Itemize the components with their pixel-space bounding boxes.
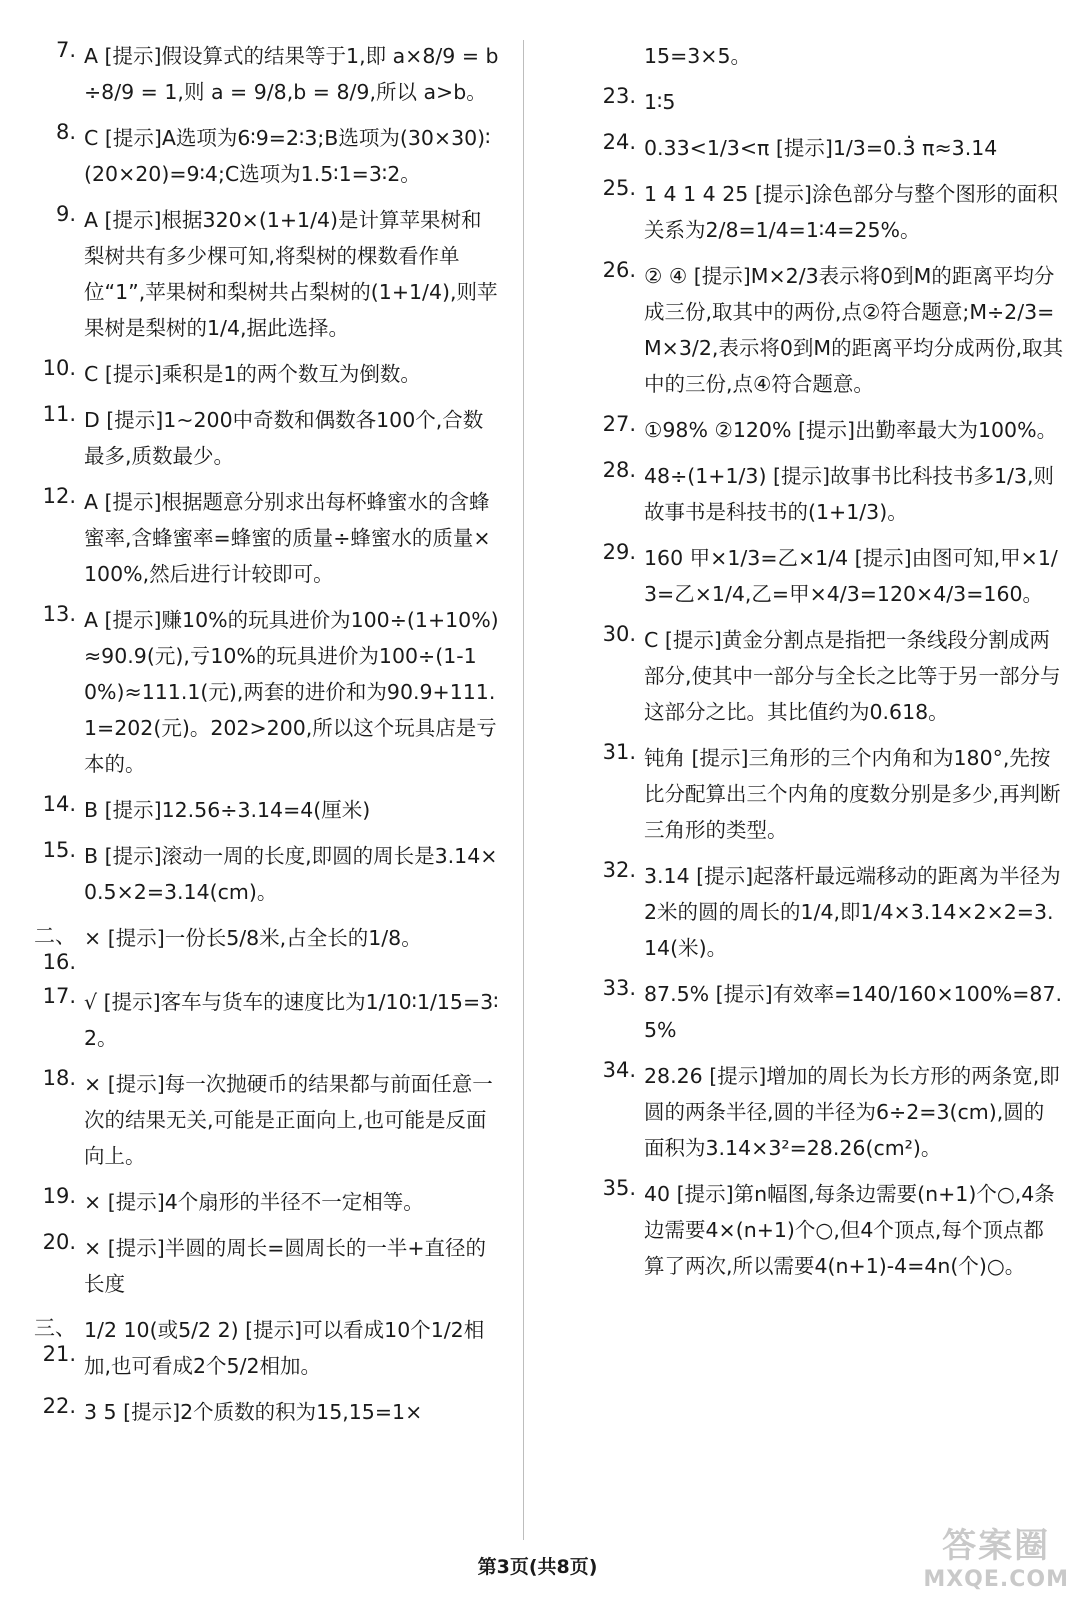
item-text: ①98% ②120% [提示]出勤率最大为100%。 xyxy=(644,418,1058,442)
item-text: A [提示]赚10%的玩具进价为100÷(1+10%)≈90.9(元),亏10%的玩具进价为100÷(1-10%)≈111.1(元),两套的进价和为90.9+111.1=202(元)。202>200,所以这个玩具店是亏本的。 xyxy=(84,608,499,776)
item-text: C [提示]乘积是1的两个数互为倒数。 xyxy=(84,362,421,386)
answer-item xyxy=(14,356,499,392)
answer-item xyxy=(574,976,1064,1048)
item-text: A [提示]根据320×(1+1/4)是计算苹果树和梨树共有多少棵可知,将梨树的棵数看作单位“1”,苹果树和梨树共占梨树的(1+1/4),则苹果树是梨树的1/4,据此选择。 xyxy=(84,208,498,340)
answer-item xyxy=(574,130,1064,166)
answer-item xyxy=(574,858,1064,966)
item-number: 23. xyxy=(602,84,636,108)
item-number: 15. xyxy=(42,838,76,862)
item-number xyxy=(574,38,644,74)
item-number: 28. xyxy=(602,458,636,482)
item-number: 14. xyxy=(42,792,76,816)
item-text: 87.5% [提示]有效率=140/160×100%=87.5% xyxy=(644,982,1063,1042)
right-column xyxy=(574,38,1064,1294)
watermark xyxy=(923,1518,1069,1592)
item-text: √ [提示]客车与货车的速度比为1/10∶1/15=3∶2。 xyxy=(84,990,499,1050)
item-number: 35. xyxy=(602,1176,636,1200)
item-number: 19. xyxy=(42,1184,76,1208)
item-number: 22. xyxy=(42,1394,76,1418)
left-column xyxy=(14,38,499,1440)
answer-item xyxy=(574,84,1064,120)
item-text: D [提示]1~200中奇数和偶数各100个,合数最多,质数最少。 xyxy=(84,408,484,468)
answer-item xyxy=(574,458,1064,530)
answer-item xyxy=(14,1230,499,1302)
item-text: 1/2 10(或5/2 2) [提示]可以看成10个1/2相加,也可看成2个5/2相加。 xyxy=(84,1318,485,1378)
item-number: 三、21. xyxy=(34,1316,76,1366)
item-text: B [提示]12.56÷3.14=4(厘米) xyxy=(84,798,371,822)
item-number: 二、16. xyxy=(34,924,76,974)
item-text: 28.26 [提示]增加的周长为长方形的两条宽,即圆的两条半径,圆的半径为6÷2=3(cm),圆的面积为3.14×3²=28.26(cm²)。 xyxy=(644,1064,1060,1160)
item-text: 15=3×5。 xyxy=(644,44,752,68)
item-text: ② ④ [提示]M×2/3表示将0到M的距离平均分成三份,取其中的两份,点②符合题意;M÷2/3=M×3/2,表示将0到M的距离平均分成两份,取其中的三份,点④符合题意。 xyxy=(644,264,1064,396)
answer-item xyxy=(14,1066,499,1174)
answer-item xyxy=(14,120,499,192)
item-number: 12. xyxy=(42,484,76,508)
answer-item xyxy=(574,412,1064,448)
watermark-site: MXQE.COM xyxy=(923,1567,1069,1592)
item-number: 25. xyxy=(602,176,636,200)
item-number: 20. xyxy=(42,1230,76,1254)
answer-item xyxy=(14,402,499,474)
item-number: 13. xyxy=(42,602,76,626)
answer-item xyxy=(14,1184,499,1220)
item-number: 7. xyxy=(55,38,76,62)
answer-item xyxy=(574,1176,1064,1284)
item-number: 9. xyxy=(55,202,76,226)
item-text: 1 4 1 4 25 [提示]涂色部分与整个图形的面积关系为2/8=1/4=1∶4=25%。 xyxy=(644,182,1058,242)
answer-item xyxy=(574,38,1064,74)
item-text: C [提示]黄金分割点是指把一条线段分割成两部分,使其中一部分与全长之比等于另一部分与这部分之比。其比值约为0.618。 xyxy=(644,628,1061,724)
item-text: 3.14 [提示]起落杆最远端移动的距离为半径为2米的圆的周长的1/4,即1/4×3.14×2×2=3.14(米)。 xyxy=(644,864,1061,960)
item-number: 33. xyxy=(602,976,636,1000)
item-number: 27. xyxy=(602,412,636,436)
answer-item xyxy=(574,622,1064,730)
answer-item xyxy=(14,484,499,592)
answer-item xyxy=(574,176,1064,248)
item-number: 29. xyxy=(602,540,636,564)
answer-item xyxy=(574,540,1064,612)
page-number: 第3页(共8页) xyxy=(477,1556,598,1578)
answer-item xyxy=(574,1058,1064,1166)
item-text: A [提示]根据题意分别求出每杯蜂蜜水的含蜂蜜率,含蜂蜜率=蜂蜜的质量÷蜂蜜水的质量×100%,然后进行计较即可。 xyxy=(84,490,491,586)
answer-item xyxy=(14,984,499,1056)
item-text: A [提示]假设算式的结果等于1,即 a×8/9 = b÷8/9 = 1,则 a = 9/8,b = 8/9,所以 a>b。 xyxy=(84,44,499,104)
answer-item xyxy=(14,202,499,346)
item-number: 31. xyxy=(602,740,636,764)
answer-item xyxy=(574,258,1064,402)
answer-item xyxy=(14,838,499,910)
answer-item xyxy=(14,792,499,828)
item-text: B [提示]滚动一周的长度,即圆的周长是3.14×0.5×2=3.14(cm)。 xyxy=(84,844,498,904)
item-text: C [提示]A选项为6∶9=2∶3;B选项为(30×30)∶(20×20)=9∶4;C选项为1.5∶1=3∶2。 xyxy=(84,126,491,186)
item-text: × [提示]半圆的周长=圆周长的一半+直径的长度 xyxy=(84,1236,487,1296)
column-divider xyxy=(523,40,524,1540)
item-text: 3 5 [提示]2个质数的积为15,15=1× xyxy=(84,1400,423,1424)
item-number: 32. xyxy=(602,858,636,882)
item-number: 10. xyxy=(42,356,76,380)
item-text: 0.33<1/3<π [提示]1/3=0.3̇ π≈3.14 xyxy=(644,136,998,160)
watermark-title: 答案圈 xyxy=(942,1526,1051,1566)
item-number: 26. xyxy=(602,258,636,282)
item-text: 40 [提示]第n幅图,每条边需要(n+1)个○,4条边需要4×(n+1)个○,但4个顶点,每个顶点都算了两次,所以需要4(n+1)-4=4n(个)○。 xyxy=(644,1182,1055,1278)
item-text: × [提示]4个扇形的半径不一定相等。 xyxy=(84,1190,424,1214)
item-number: 8. xyxy=(55,120,76,144)
item-number: 34. xyxy=(602,1058,636,1082)
item-number: 30. xyxy=(602,622,636,646)
item-text: 1∶5 xyxy=(644,90,676,114)
item-text: × [提示]每一次抛硬币的结果都与前面任意一次的结果无关,可能是正面向上,也可能是反面向上。 xyxy=(84,1072,493,1168)
item-text: 钝角 [提示]三角形的三个内角和为180°,先按比分配算出三个内角的度数分别是多少,再判断三角形的类型。 xyxy=(644,746,1061,842)
answer-item xyxy=(574,740,1064,848)
item-number: 18. xyxy=(42,1066,76,1090)
item-number: 11. xyxy=(42,402,76,426)
item-text: 160 甲×1/3=乙×1/4 [提示]由图可知,甲×1/3=乙×1/4,乙=甲×4/3=120×4/3=160。 xyxy=(644,546,1058,606)
answer-item xyxy=(14,602,499,782)
answer-item xyxy=(14,1394,499,1430)
item-number: 24. xyxy=(602,130,636,154)
item-number: 17. xyxy=(42,984,76,1008)
item-text: × [提示]一份长5/8米,占全长的1/8。 xyxy=(84,926,422,950)
item-text: 48÷(1+1/3) [提示]故事书比科技书多1/3,则故事书是科技书的(1+1/3)。 xyxy=(644,464,1054,524)
answer-item xyxy=(14,1312,499,1384)
answer-item xyxy=(14,920,499,974)
answer-item xyxy=(14,38,499,110)
